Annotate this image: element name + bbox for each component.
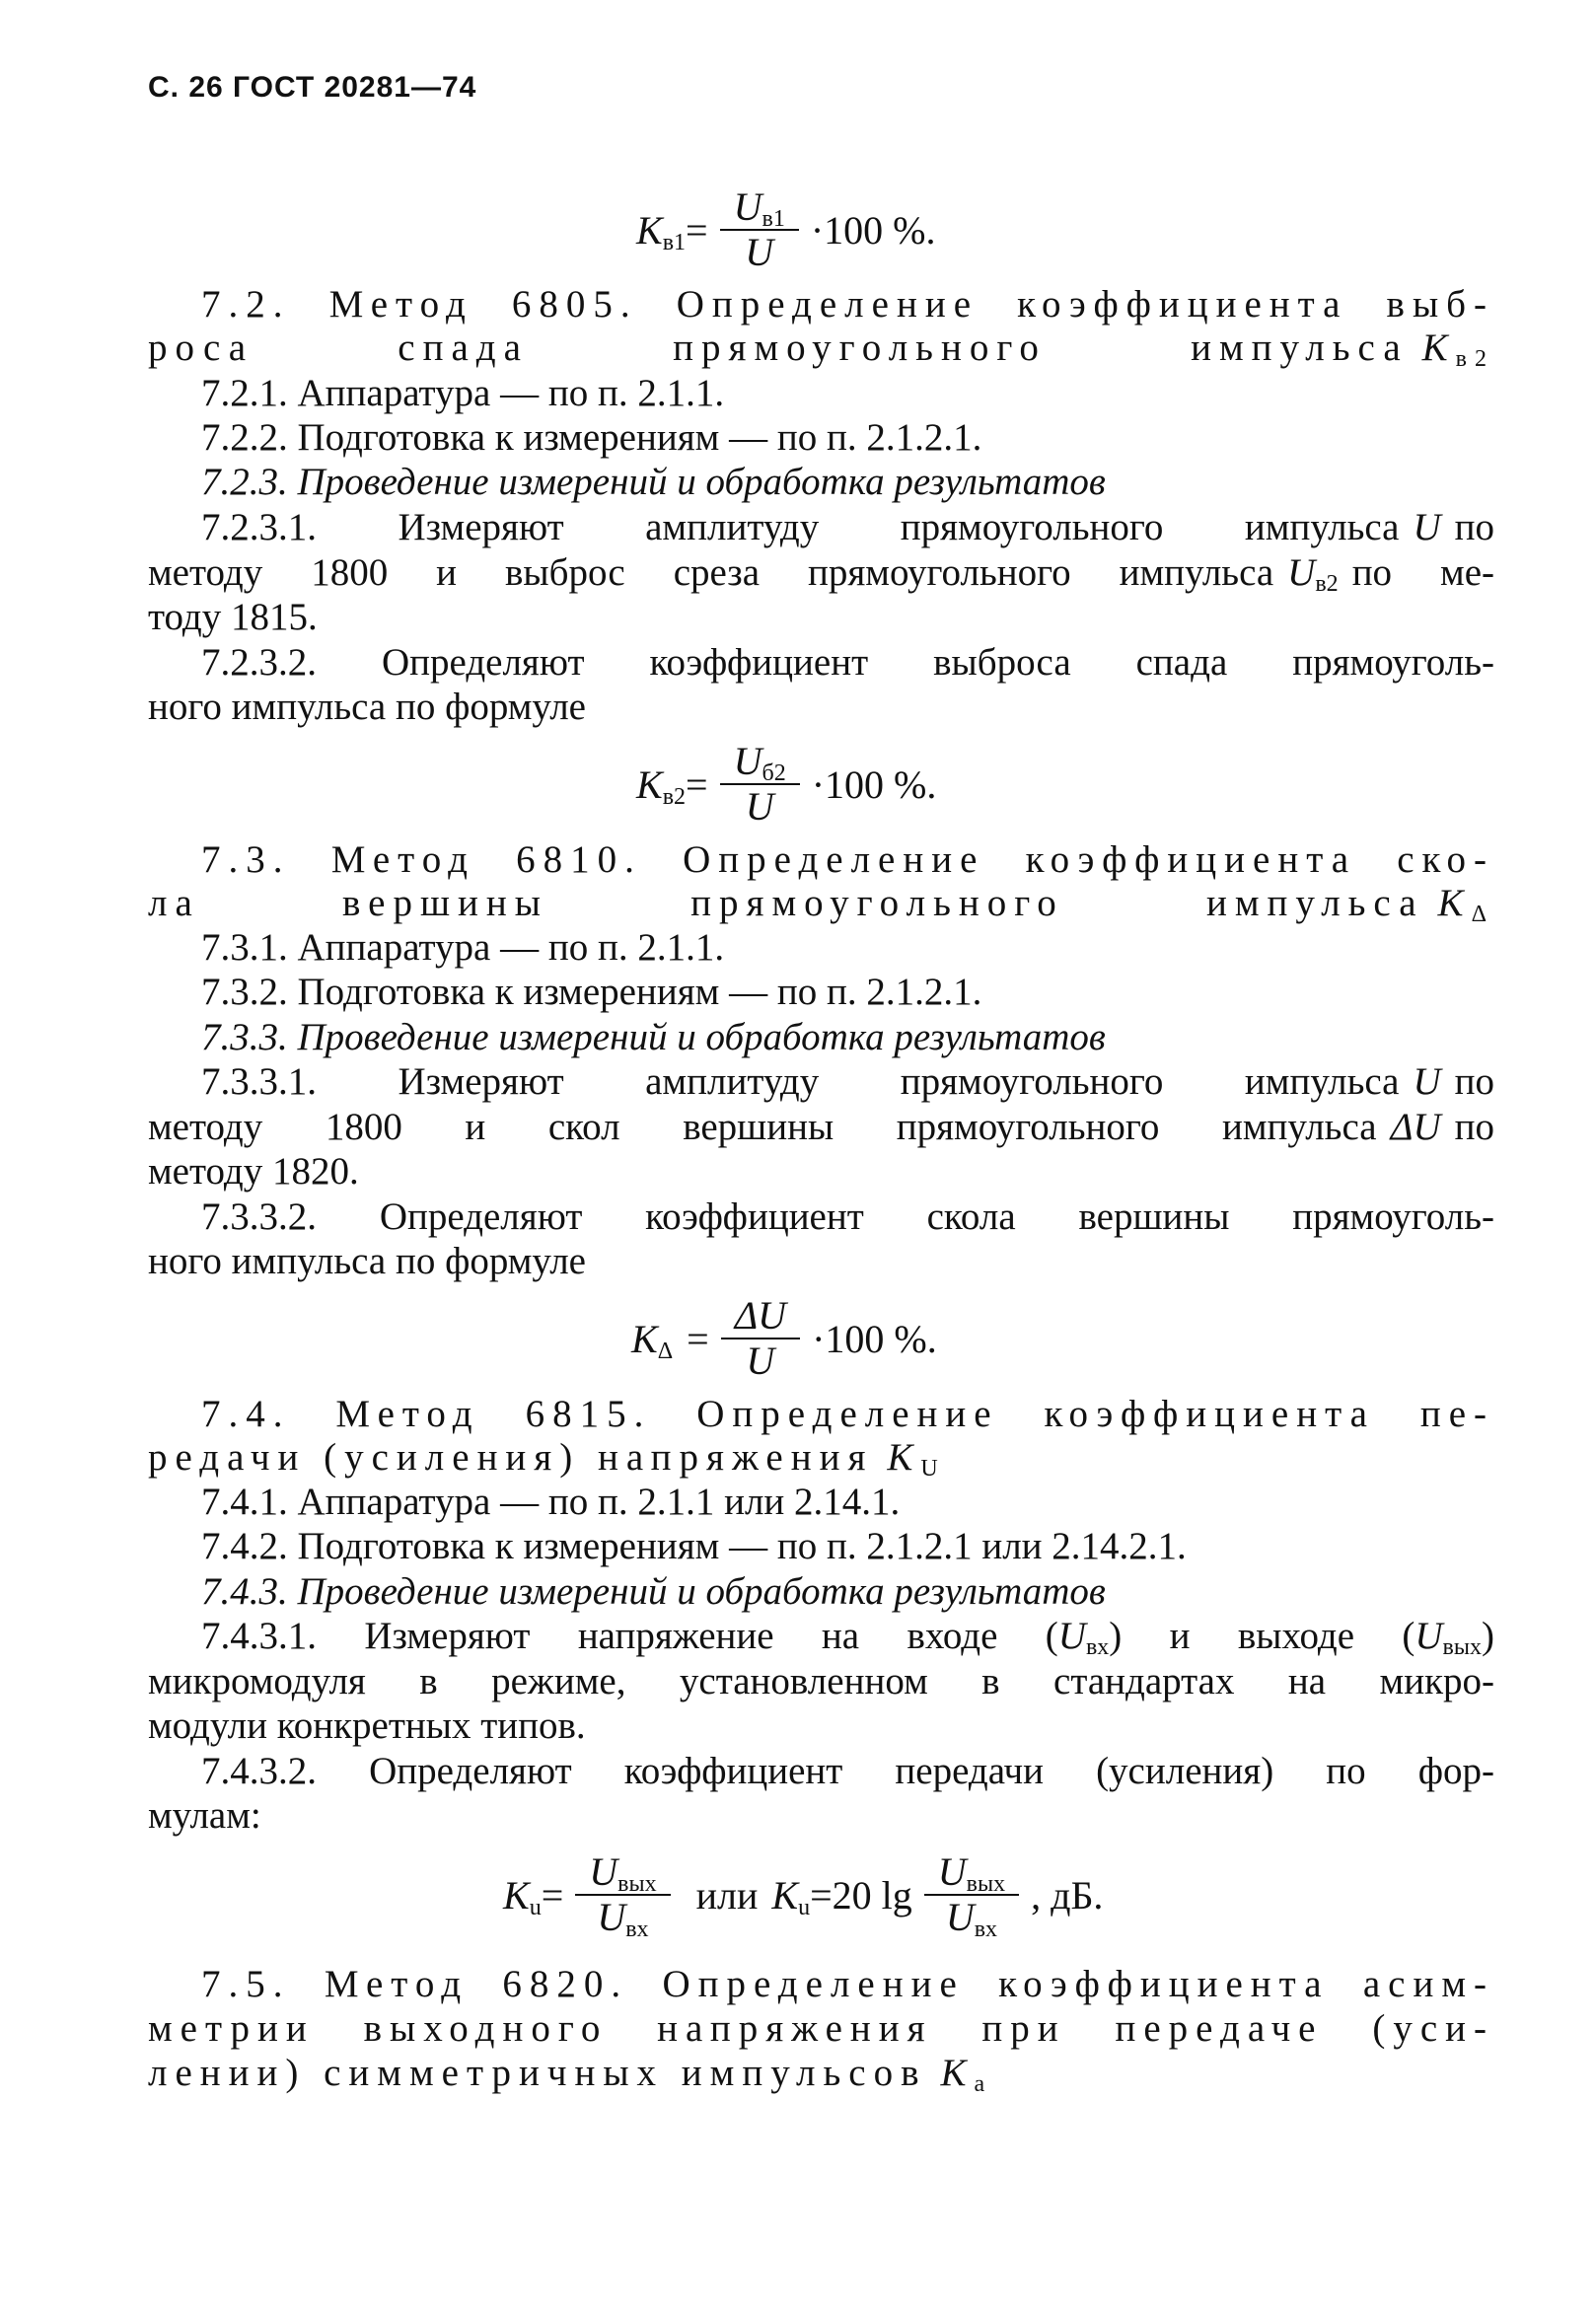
formula-lhs: $K_u$ — [503, 1872, 542, 1920]
item-7-4-3-1-line-1: 7.4.3.1. Измеряют напряжение на входе $(U_{вх})$ и выходе $(U_{вых})$ — [201, 1615, 1494, 1660]
formula-lhs: $K_{в2}$ — [636, 761, 687, 810]
section-7-4-heading-line-2: редачи (усиления) напряжения $K_U$ — [148, 1436, 946, 1482]
item-7-3-3-2-line-1: 7.3.3.2. Определяют коэффициент скола вершины прямоуголь- — [201, 1195, 1494, 1238]
item-7-3-3-1-line-1: 7.3.3.1. Измеряют амплитуду прямоугольного импульса U по — [201, 1060, 1494, 1103]
section-7-5-heading-line-1: 7.5. Метод 6820. Определение коэффициента асим- — [201, 1963, 1494, 2005]
formula-fraction-2: $\frac{U_{вых}}{U_{вх}}$ — [924, 1852, 1019, 1937]
formula-equals: = — [541, 1872, 564, 1918]
item-7-4-3-2-line-2: мулам: — [148, 1794, 261, 1837]
formula-fraction: $\frac{\Delta U}{U}$ — [721, 1296, 800, 1381]
item-7-3-3-2-line-2: ного импульса по формуле — [148, 1240, 586, 1282]
item-7-2-3-2-line-2: ного импульса по формуле — [148, 686, 586, 728]
formula-tail: ·100 %. — [811, 761, 937, 807]
item-7-3-3: 7.3.3. Проведение измерений и обработка результатов — [201, 1016, 1106, 1058]
formula-fraction: $\frac{U_{вых}}{U_{вх}}$ — [575, 1852, 670, 1937]
section-7-5-heading-line-3: лении) симметричных импульсов $K_а$ — [148, 2052, 993, 2097]
page-header: С. 26 ГОСТ 20281—74 — [148, 71, 477, 104]
section-7-3-heading-line-2: ла вершины прямоугольного импульса $K_\Delta$ — [148, 882, 1494, 927]
section-7-5-heading-line-2: метрии выходного напряжения при передаче (уси- — [148, 2007, 1494, 2050]
item-7-2-3-1-line-1: 7.2.3.1. Измеряют амплитуду прямоугольного импульса U по — [201, 506, 1494, 548]
item-7-4-1: 7.4.1. Аппаратура — по п. 2.1.1 или 2.14.1. — [201, 1481, 901, 1523]
formula-k-v2 — [636, 739, 937, 829]
item-7-3-2: 7.3.2. Подготовка к измерениям — по п. 2.1.2.1. — [201, 971, 982, 1013]
item-7-3-1: 7.3.1. Аппаратура — по п. 2.1.1. — [201, 926, 725, 969]
formula-equals: = — [686, 207, 708, 253]
section-7-3-heading-line-1: 7.3. Метод 6810. Определение коэффициента ско- — [201, 838, 1494, 881]
item-7-2-1: 7.2.1. Аппаратура — по п. 2.1.1. — [201, 372, 725, 414]
formula-equals: = — [687, 1316, 709, 1361]
item-7-4-3-1-line-3: модули конкретных типов. — [148, 1704, 586, 1747]
formula-equals: = — [686, 761, 708, 807]
item-7-4-3-1-line-2: микромодуля в режиме, установленном в стандартах на микро- — [148, 1660, 1494, 1702]
formula-lhs-2: $K_u$ — [771, 1872, 811, 1920]
formula-lhs: $K_\Delta$ — [631, 1316, 674, 1364]
section-7-2-heading-line-1: 7.2. Метод 6805. Определение коэффициента выб- — [201, 283, 1494, 326]
formula-or: или — [695, 1872, 759, 1918]
formula-k-u — [503, 1849, 1104, 1942]
item-7-4-3: 7.4.3. Проведение измерений и обработка результатов — [201, 1570, 1106, 1613]
formula-fraction: $\frac{U_{в1}}{U}$ — [720, 187, 799, 272]
formula-k-delta — [631, 1293, 937, 1383]
item-7-4-2: 7.4.2. Подготовка к измерениям — по п. 2.1.2.1 или 2.14.2.1. — [201, 1525, 1187, 1567]
item-7-2-3-1-line-2: методу 1800 и выброс среза прямоугольного импульса $U_{в2}$ по ме- — [148, 551, 1494, 597]
formula-fraction: $\frac{U_{б2}}{U}$ — [720, 742, 800, 827]
item-7-2-3-2-line-1: 7.2.3.2. Определяют коэффициент выброса спада прямоуголь- — [201, 641, 1494, 684]
item-7-2-2: 7.2.2. Подготовка к измерениям — по п. 2.1.2.1. — [201, 416, 982, 459]
formula-equals-log: =20 lg — [810, 1872, 912, 1918]
item-7-3-3-1-line-3: методу 1820. — [148, 1150, 359, 1193]
item-7-4-3-2-line-1: 7.4.3.2. Определяют коэффициент передачи (усиления) по фор- — [201, 1750, 1494, 1792]
section-7-4-heading-line-1: 7.4. Метод 6815. Определение коэффициента пе- — [201, 1393, 1494, 1435]
item-7-2-3-1-line-3: тоду 1815. — [148, 596, 318, 638]
formula-tail: ·100 %. — [810, 207, 936, 253]
formula-tail: , дБ. — [1031, 1872, 1104, 1918]
formula-k-v1 — [636, 184, 936, 274]
formula-tail: ·100 %. — [812, 1316, 937, 1361]
section-7-2-heading-line-2: роса спада прямоугольного импульса $K_{в2}$ — [148, 326, 1494, 372]
formula-lhs: $K_{в1}$ — [636, 207, 687, 255]
item-7-3-3-1-line-2: методу 1800 и скол вершины прямоугольного импульса ΔU по — [148, 1106, 1494, 1148]
item-7-2-3: 7.2.3. Проведение измерений и обработка результатов — [201, 461, 1106, 503]
